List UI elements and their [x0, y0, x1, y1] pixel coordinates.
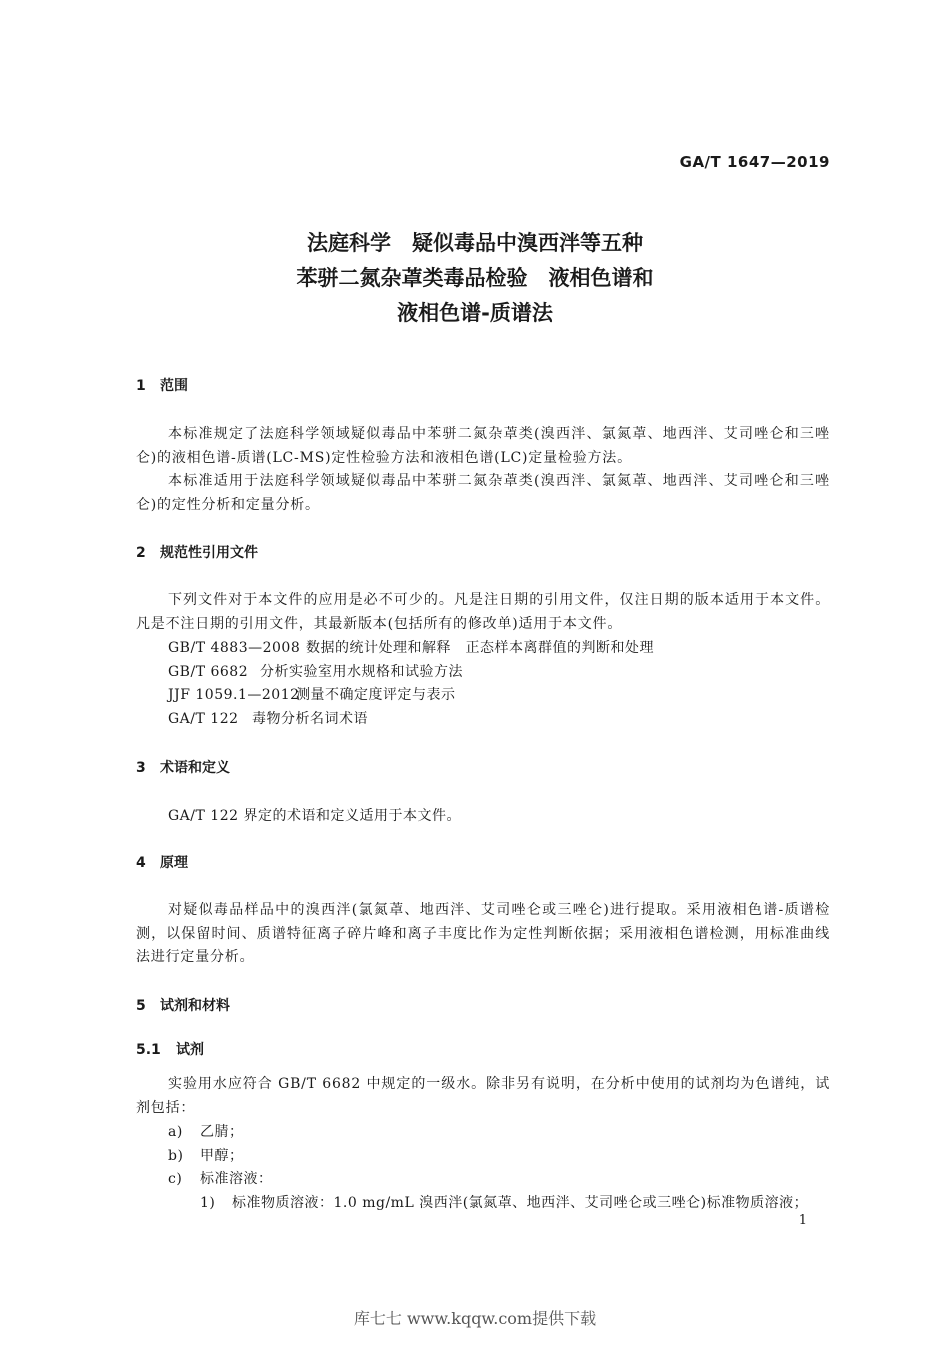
section-number: 5: [136, 998, 146, 1014]
section-number: 4: [136, 855, 146, 871]
section-heading-reagents-materials: [136, 995, 230, 1015]
section-number: 3: [136, 760, 146, 776]
paragraph: [136, 470, 830, 517]
section-title: 规范性引用文件: [160, 545, 258, 561]
standard-code: GA/T 1647—2019: [679, 153, 830, 171]
section-title: 术语和定义: [160, 760, 230, 776]
document-title: [0, 226, 950, 331]
download-watermark: 库七七 www.kqqw.com提供下载: [353, 1309, 597, 1328]
section-number: 2: [136, 545, 146, 561]
reference-title: 测量不确定度评定与表示: [296, 687, 456, 703]
title-line: 苯骈二氮杂䓬类毒品检验 液相色谱和: [296, 266, 654, 290]
reference-title: 数据的统计处理和解释 正态样本离群值的判断和处理: [306, 640, 654, 656]
list-marker: 1): [200, 1195, 216, 1211]
list-marker: b): [168, 1148, 184, 1164]
section-title: 试剂: [176, 1042, 204, 1058]
reference-item: [168, 661, 463, 681]
list-text: 标准物质溶液：1.0 mg/mL 溴西泮(氯氮䓬、地西泮、艾司唑仑或三唑仑)标准物质溶液；: [232, 1195, 809, 1211]
reference-code: JJF 1059.1—2012: [168, 687, 300, 703]
paragraph-text: 本标准适用于法庭科学领域疑似毒品中苯骈二氮杂䓬类(溴西泮、氯氮䓬、地西泮、艾司唑仑和三唑仑)的定性分析和定量分析。: [136, 473, 830, 513]
paragraph-text: 下列文件对于本文件的应用是必不可少的。凡是注日期的引用文件，仅注日期的版本适用于本文件。凡是不注日期的引用文件，其最新版本(包括所有的修改单)适用于本文件。: [136, 592, 830, 632]
section-title: 范围: [160, 378, 188, 394]
list-marker: a): [168, 1124, 183, 1140]
section-title: 试剂和材料: [160, 998, 230, 1014]
list-item: [168, 1168, 273, 1188]
paragraph: [136, 899, 830, 970]
section-heading-principle: [136, 852, 188, 872]
reference-item: [168, 637, 654, 657]
list-item: [168, 1121, 244, 1141]
list-text: 乙腈；: [200, 1124, 244, 1140]
reference-item: [168, 708, 368, 728]
paragraph: [136, 1073, 830, 1120]
paragraph-text: 本标准规定了法庭科学领域疑似毒品中苯骈二氮杂䓬类(溴西泮、氯氮䓬、地西泮、艾司唑仑和三唑仑)的液相色谱-质谱(LC-MS)定性检验方法和液相色谱(LC)定量检验方法。: [136, 426, 830, 466]
list-text: 标准溶液：: [200, 1171, 273, 1187]
title-line: 液相色谱-质谱法: [397, 301, 553, 325]
section-heading-scope: [136, 375, 188, 395]
reference-code: GB/T 4883—2008: [168, 640, 301, 656]
sub-list-item: [200, 1192, 808, 1212]
paragraph-text: GA/T 122 界定的术语和定义适用于本文件。: [168, 808, 461, 824]
section-number: 5.1: [136, 1042, 161, 1058]
list-text: 甲醇；: [200, 1148, 244, 1164]
reference-item: [168, 684, 456, 704]
paragraph: [136, 423, 830, 470]
section-heading-normative-references: [136, 542, 258, 562]
paragraph-text: 对疑似毒品样品中的溴西泮(氯氮䓬、地西泮、艾司唑仑或三唑仑)进行提取。采用液相色谱-质谱检测，以保留时间、质谱特征离子碎片峰和离子丰度比作为定性判断依据；采用液相色谱检测，用标准曲线法进行定量分析。: [136, 902, 830, 965]
section-heading-terms: [136, 757, 230, 777]
paragraph: [136, 589, 830, 636]
section-title: 原理: [160, 855, 188, 871]
reference-title: 毒物分析名词术语: [252, 711, 368, 727]
page-number: 1: [798, 1213, 807, 1228]
list-marker: c): [168, 1171, 183, 1187]
title-line: 法庭科学 疑似毒品中溴西泮等五种: [307, 231, 643, 255]
reference-title: 分析实验室用水规格和试验方法: [260, 664, 463, 680]
reference-code: GA/T 122: [168, 711, 239, 727]
section-number: 1: [136, 378, 146, 394]
list-item: [168, 1145, 244, 1165]
paragraph-text: 实验用水应符合 GB/T 6682 中规定的一级水。除非另有说明，在分析中使用的试剂均为色谱纯，试剂包括：: [136, 1076, 830, 1116]
reference-code: GB/T 6682: [168, 664, 249, 680]
subsection-heading-reagents: [136, 1039, 204, 1059]
